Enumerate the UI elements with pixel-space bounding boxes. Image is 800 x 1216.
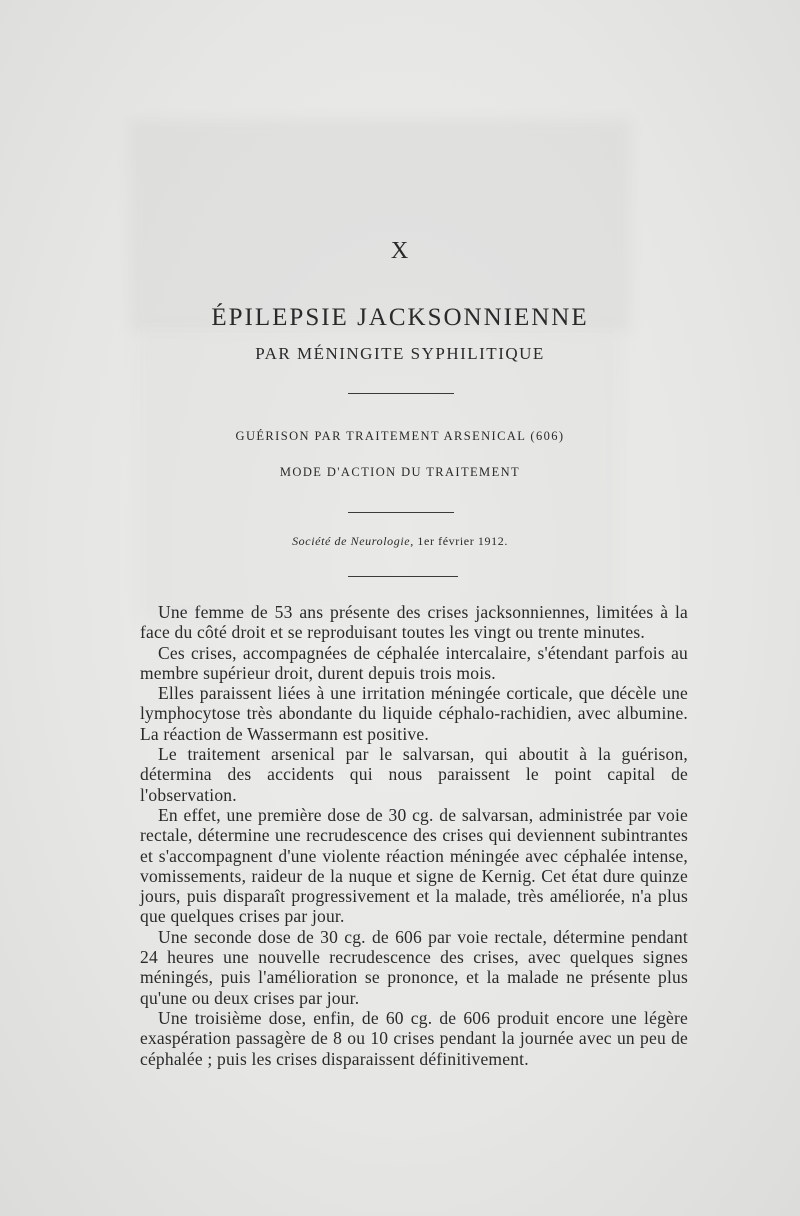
- body-text: [140, 602, 688, 1069]
- paragraph: Ces crises, accompagnées de céphalée intercalaire, s'étendant parfois au membre supérieur droit, durent depuis trois mois.: [140, 642, 688, 683]
- paragraph: Une femme de 53 ans présente des crises jacksonniennes, limitées à la face du côté droit et se reproduisant toutes les vingt ou trente minutes.: [140, 602, 688, 643]
- bleed-through-shadow: [130, 120, 630, 330]
- divider-rule-2: [348, 512, 454, 513]
- heading-line-1: GUÉRISON PAR TRAITEMENT ARSENICAL (606): [235, 429, 565, 443]
- paragraph: Une seconde dose de 30 cg. de 606 par voie rectale, détermine pendant 24 heures une nouvelle recrudescence des crises, avec quelques signes méningés, puis l'amélioration se prononce, et la malade ne présente plus qu'une ou deux crises par jour.: [140, 926, 688, 1008]
- source-date: 1er février 1912.: [417, 534, 508, 548]
- article-title: ÉPILEPSIE JACKSONNIENNE: [211, 304, 589, 331]
- chapter-number: X: [390, 238, 410, 264]
- source-citation: [0, 534, 800, 549]
- paragraph: Le traitement arsenical par le salvarsan, qui aboutit à la guérison, détermina des accidents qui nous paraissent le point capital de l'observation.: [140, 744, 688, 805]
- heading-line-2: MODE D'ACTION DU TRAITEMENT: [279, 465, 521, 479]
- paragraph: Une troisième dose, enfin, de 60 cg. de 606 produit encore une légère exaspération passagère de 8 ou 10 crises pendant la journée avec un peu de céphalée ; puis les crises disparaissent définitivement.: [140, 1007, 688, 1069]
- divider-rule-3: [348, 576, 458, 577]
- paragraph: En effet, une première dose de 30 cg. de salvarsan, administrée par voie rectale, détermine une recrudescence des crises qui deviennent subintrantes et s'accompagnent d'une violente réaction méningée avec céphalée intense, vomissements, raideur de la nuque et signe de Kernig. Cet état dure quinze jours, puis disparaît progressivement et la malade, très améliorée, n'a plus que quelques crises par jour.: [140, 804, 688, 927]
- source-name: Société de Neurologie,: [292, 534, 414, 548]
- paragraph: Elles paraissent liées à une irritation méningée corticale, que décèle une lymphocytose très abondante du liquide céphalo-rachidien, avec albumine. La réaction de Wassermann est positive.: [140, 683, 688, 744]
- article-subtitle: PAR MÉNINGITE SYPHILITIQUE: [255, 344, 545, 363]
- divider-rule-1: [348, 393, 454, 394]
